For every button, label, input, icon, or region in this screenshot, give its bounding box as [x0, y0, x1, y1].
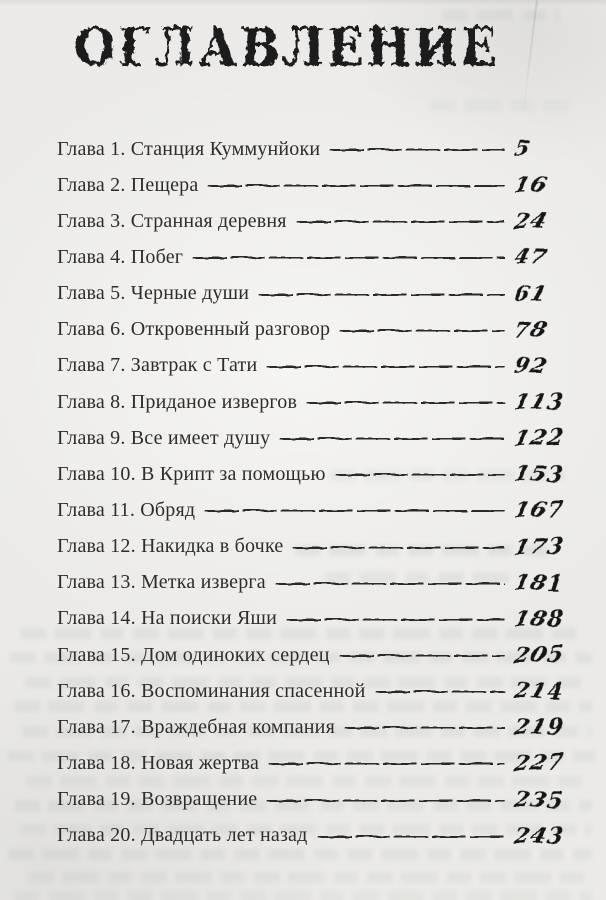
leader-line [192, 256, 504, 258]
toc-entry [57, 420, 566, 456]
toc-entry-label: Глава 10. В Крипт за помощью [57, 462, 326, 485]
toc-entry [57, 384, 565, 420]
bleedthrough-line [14, 891, 592, 900]
bleedthrough-line [430, 100, 570, 111]
toc-entry-label: Глава 11. Обряд [57, 498, 196, 521]
toc-entry-page: 219 [512, 713, 565, 741]
leader-line [286, 618, 504, 620]
toc-entry [57, 565, 565, 601]
toc-entry-label: Глава 6. Откровенный разговор [57, 318, 331, 341]
toc-entry-page: 16 [512, 172, 549, 199]
leader-line [339, 329, 504, 331]
toc-entry [57, 673, 565, 709]
toc-entry-page: 47 [512, 244, 549, 271]
toc-entry-label: Глава 14. На поиски Яши [57, 607, 278, 630]
toc-entry-label: Глава 7. Завтрак с Тати [57, 354, 258, 377]
toc-entry-label: Глава 20. Двадцать лет назад [57, 824, 308, 847]
toc-entry [57, 312, 556, 348]
toc-entry [57, 818, 565, 854]
toc-entry-page: 61 [512, 280, 549, 307]
toc-entry-page: 214 [512, 677, 565, 705]
toc-entry [57, 709, 565, 745]
toc-entry [57, 601, 565, 637]
toc-entry [57, 745, 566, 781]
toc-entry-page: 205 [511, 640, 566, 670]
toc-entry [57, 637, 566, 673]
toc-entry-page: 78 [511, 316, 549, 344]
toc-entry-page: 113 [512, 388, 565, 416]
toc-entry-label: Глава 18. Новая жертва [57, 751, 260, 774]
leader-line [268, 762, 504, 764]
leader-line [279, 437, 504, 439]
bleedthrough-line [28, 872, 584, 883]
toc-entry [57, 167, 556, 203]
toc-entry-label: Глава 16. Воспоминания спасенной [57, 679, 366, 702]
leader-line [258, 293, 504, 295]
leader-line [275, 582, 504, 584]
leader-line [306, 401, 504, 403]
leader-line [292, 546, 504, 548]
toc-entry [57, 203, 556, 239]
toc-entry-page: 5 [512, 135, 533, 162]
toc-entry-page: 227 [511, 749, 566, 778]
toc-entry-page: 167 [512, 496, 565, 524]
leader-line [329, 148, 504, 150]
leader-line [296, 220, 504, 222]
page-title: ОГЛАВЛЕНИЕ [73, 16, 499, 78]
toc-entry-label: Глава 15. Дом одиноких сердец [57, 643, 330, 666]
toc-entry [57, 239, 556, 275]
toc-entry-page: 235 [512, 786, 565, 814]
toc-entry [57, 456, 565, 492]
toc-entry-label: Глава 5. Черные души [57, 282, 250, 305]
toc-entry-label: Глава 8. Приданое извергов [57, 390, 298, 413]
toc-entry-label: Глава 9. Все имеет душу [57, 426, 271, 449]
toc-entry-page: 153 [512, 460, 565, 488]
toc-entry-page: 92 [512, 352, 549, 380]
toc-entry-label: Глава 1. Станция Куммунйоки [57, 137, 321, 160]
leader-line [266, 799, 504, 801]
toc-entry-page: 243 [512, 822, 565, 850]
toc-entry [57, 276, 556, 312]
leader-line [266, 365, 504, 367]
leader-line [204, 509, 504, 511]
toc-entry-page: 173 [511, 532, 566, 561]
toc-entry-label: Глава 13. Метка изверга [57, 571, 266, 594]
toc-entry-page: 188 [512, 605, 565, 633]
toc-entry [57, 348, 556, 384]
toc-entry-label: Глава 19. Возвращение [57, 788, 258, 811]
toc-entry [57, 492, 565, 528]
leader-line [339, 654, 504, 656]
leader-line [344, 726, 504, 728]
leader-line [335, 473, 504, 475]
leader-line [317, 835, 504, 837]
toc-entry-page: 24 [511, 207, 549, 236]
toc-entry [57, 782, 565, 818]
leader-line [207, 184, 504, 186]
toc-entry-label: Глава 12. Накидка в бочке [57, 535, 284, 558]
toc-entry-label: Глава 17. Враждебная компания [57, 715, 335, 738]
toc-entry-page: 122 [511, 423, 566, 453]
leader-line [375, 690, 504, 692]
toc-list [57, 131, 566, 854]
toc-entry-page: 181 [512, 569, 565, 597]
toc-entry-label: Глава 4. Побег [57, 245, 184, 268]
toc-entry-label: Глава 3. Странная деревня [57, 209, 287, 232]
toc-entry-label: Глава 2. Пещера [57, 173, 199, 196]
toc-entry [57, 529, 566, 565]
toc-entry [57, 131, 556, 167]
